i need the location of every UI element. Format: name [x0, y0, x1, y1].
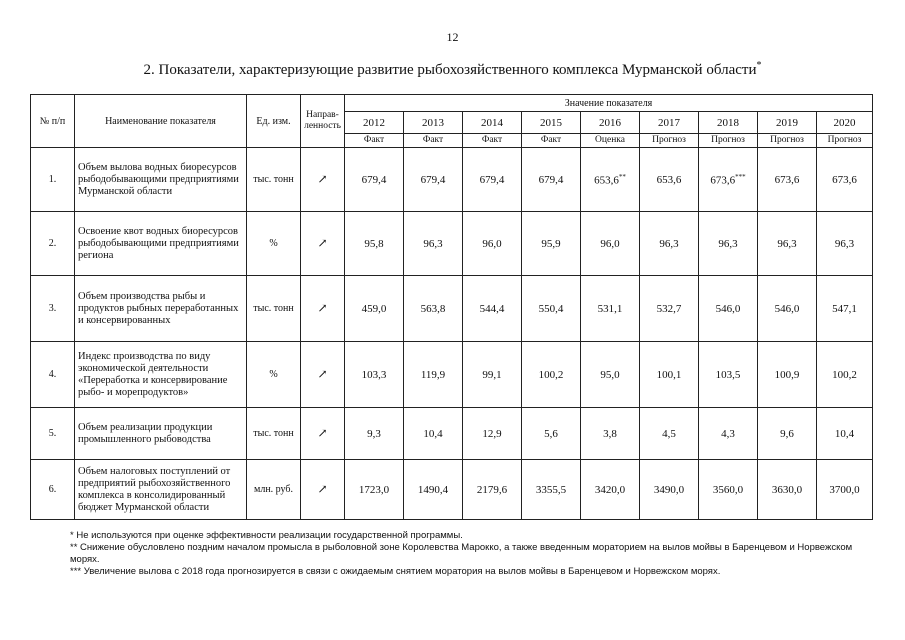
value-text: 100,1: [656, 368, 682, 381]
value-text: 532,7: [656, 302, 682, 315]
table-row: [31, 276, 873, 342]
value-cell: [345, 276, 404, 342]
direction-arrow-icon: ↗: [301, 408, 345, 460]
value-text: 10,4: [834, 427, 855, 440]
year-header: 2019: [758, 112, 817, 134]
value-cell: [522, 342, 581, 408]
value-text: 4,3: [721, 427, 735, 440]
value-cell: [463, 148, 522, 212]
unit-cell: тыс. тонн: [247, 148, 301, 212]
value-cell: [699, 276, 758, 342]
value-text: 95,9: [541, 237, 561, 250]
value-cell: [345, 342, 404, 408]
year-header: 2017: [640, 112, 699, 134]
value-cell: [758, 148, 817, 212]
value-text: 3630,0: [771, 483, 803, 496]
value-cell: [463, 276, 522, 342]
unit-cell: %: [247, 212, 301, 276]
row-number: 6.: [31, 460, 75, 520]
table-row: [31, 460, 873, 520]
table-row: [31, 148, 873, 212]
value-text: 100,2: [538, 368, 564, 381]
value-cell: [758, 276, 817, 342]
value-cell: [345, 212, 404, 276]
value-cell: [581, 276, 640, 342]
value-cell: [404, 460, 463, 520]
value-text: 673,6: [710, 174, 736, 187]
value-cell: [817, 276, 873, 342]
status-header: Факт: [404, 134, 463, 148]
indicator-name: Объем реализации продукции промышленного рыбоводства: [75, 408, 247, 460]
value-cell: [522, 276, 581, 342]
value-text: 100,2: [832, 368, 857, 381]
value-text: 100,9: [774, 368, 800, 381]
value-text: 547,1: [832, 302, 857, 315]
footnotes: [70, 530, 870, 578]
year-header: 2018: [699, 112, 758, 134]
value-cell: [463, 460, 522, 520]
table-row: [31, 342, 873, 408]
value-text: 95,0: [600, 368, 620, 381]
value-cell: [640, 408, 699, 460]
value-cell: [581, 212, 640, 276]
value-cell: [463, 212, 522, 276]
value-cell: [817, 212, 873, 276]
value-cell: [463, 342, 522, 408]
footnote-mark: ***: [735, 172, 746, 181]
value-cell: [404, 212, 463, 276]
header-direction: Направ-ленность: [301, 95, 345, 148]
row-number: 4.: [31, 342, 75, 408]
value-cell: [404, 342, 463, 408]
value-text: 4,5: [662, 427, 676, 440]
title-footnote-mark: *: [756, 60, 762, 71]
value-text: 3560,0: [712, 483, 744, 496]
value-text: 673,6: [774, 173, 800, 186]
year-header: 2015: [522, 112, 581, 134]
value-text: 3490,0: [653, 483, 685, 496]
value-cell: [699, 148, 758, 212]
indicator-name: Объем налоговых поступлений от предприятий рыбохозяйственного комплекса в консолидированный бюджет Мурманской области: [75, 460, 247, 520]
header-num: № п/п: [31, 95, 75, 148]
value-text: 459,0: [361, 302, 387, 315]
footnote-2: ** Снижение обусловлено поздним началом промысла в рыболовной зоне Королевства Марокко, а также введенным мораторием на вылов мойвы в Баренцевом и Норвежском морях.: [70, 542, 853, 565]
header-values-group: Значение показателя: [345, 95, 873, 112]
status-header: Факт: [345, 134, 404, 148]
value-cell: [404, 276, 463, 342]
status-header: Факт: [522, 134, 581, 148]
value-text: 544,4: [479, 302, 505, 315]
value-text: 546,0: [774, 302, 800, 315]
value-text: 96,0: [600, 237, 620, 250]
value-cell: [758, 460, 817, 520]
value-text: 103,5: [715, 368, 741, 381]
direction-arrow-icon: ↗: [301, 460, 345, 520]
value-text: 9,3: [367, 427, 381, 440]
direction-arrow-icon: ↗: [301, 342, 345, 408]
footnote-3: *** Увеличение вылова с 2018 года прогнозируется в связи с ожидаемым снятием моратория на вылов мойвы в Баренцевом и Норвежском морях.: [70, 566, 721, 577]
unit-cell: тыс. тонн: [247, 408, 301, 460]
header-name: Наименование показателя: [75, 95, 247, 148]
value-cell: [522, 212, 581, 276]
value-cell: [699, 460, 758, 520]
value-text: 9,6: [780, 427, 794, 440]
footnote-1: * Не используются при оценке эффективности реализации государственной программы.: [70, 530, 463, 541]
value-cell: [581, 148, 640, 212]
value-cell: [345, 408, 404, 460]
year-header: 2020: [817, 112, 873, 134]
value-text: 679,4: [361, 173, 387, 186]
value-cell: [817, 148, 873, 212]
status-header: Прогноз: [699, 134, 758, 148]
value-cell: [817, 460, 873, 520]
value-text: 5,6: [544, 427, 558, 440]
value-text: 2179,6: [476, 483, 508, 496]
value-text: 96,3: [718, 237, 738, 250]
year-header: 2016: [581, 112, 640, 134]
row-number: 2.: [31, 212, 75, 276]
row-number: 5.: [31, 408, 75, 460]
value-text: 679,4: [420, 173, 446, 186]
value-text: 3,8: [603, 427, 617, 440]
direction-arrow-icon: ↗: [301, 148, 345, 212]
table-row: [31, 212, 873, 276]
year-header: 2013: [404, 112, 463, 134]
header-unit: Ед. изм.: [247, 95, 301, 148]
value-text: 99,1: [482, 368, 502, 381]
value-cell: [345, 460, 404, 520]
page-number: 12: [446, 30, 459, 44]
row-number: 1.: [31, 148, 75, 212]
value-text: 3420,0: [594, 483, 626, 496]
value-text: 103,3: [361, 368, 387, 381]
value-text: 653,6: [656, 173, 682, 186]
value-text: 550,4: [538, 302, 564, 315]
value-cell: [640, 460, 699, 520]
indicator-name: Объем производства рыбы и продуктов рыбных переработанных и консервированных: [75, 276, 247, 342]
value-cell: [699, 342, 758, 408]
value-cell: [522, 148, 581, 212]
year-header: 2014: [463, 112, 522, 134]
row-number: 3.: [31, 276, 75, 342]
value-cell: [404, 408, 463, 460]
value-cell: [581, 460, 640, 520]
indicator-name: Объем вылова водных биоресурсов рыбодобывающими предприятиями Мурманской области: [75, 148, 247, 212]
value-cell: [758, 212, 817, 276]
value-cell: [640, 212, 699, 276]
value-text: 546,0: [715, 302, 741, 315]
direction-arrow-icon: ↗: [301, 276, 345, 342]
year-header: 2012: [345, 112, 404, 134]
value-cell: [640, 342, 699, 408]
value-text: 563,8: [420, 302, 446, 315]
value-text: 3355,5: [535, 483, 567, 496]
status-header: Прогноз: [758, 134, 817, 148]
value-text: 96,3: [777, 237, 797, 250]
value-text: 679,4: [479, 173, 505, 186]
value-text: 653,6: [594, 174, 619, 187]
value-cell: [463, 408, 522, 460]
indicators-table: [30, 94, 873, 520]
unit-cell: %: [247, 342, 301, 408]
value-cell: [581, 342, 640, 408]
direction-arrow-icon: ↗: [301, 212, 345, 276]
status-header: Прогноз: [817, 134, 873, 148]
value-text: 679,4: [538, 173, 564, 186]
page-title: [0, 60, 905, 79]
value-text: 95,8: [364, 237, 384, 250]
value-cell: [640, 148, 699, 212]
value-cell: [404, 148, 463, 212]
unit-cell: тыс. тонн: [247, 276, 301, 342]
value-text: 10,4: [423, 427, 443, 440]
value-cell: [640, 276, 699, 342]
value-text: 96,3: [423, 237, 443, 250]
value-text: 12,9: [482, 427, 502, 440]
value-text: 1490,4: [417, 483, 449, 496]
value-cell: [817, 408, 873, 460]
status-header: Факт: [463, 134, 522, 148]
indicator-name: Освоение квот водных биоресурсов рыбодобывающими предприятиями региона: [75, 212, 247, 276]
status-header: Оценка: [581, 134, 640, 148]
indicator-name: Индекс производства по виду экономической деятельности «Переработка и консервирование рыбо- и морепродуктов»: [75, 342, 247, 408]
value-text: 673,6: [832, 173, 857, 186]
value-cell: [522, 460, 581, 520]
unit-cell: млн. руб.: [247, 460, 301, 520]
footnote-mark: **: [618, 172, 626, 181]
status-header: Прогноз: [640, 134, 699, 148]
value-cell: [817, 342, 873, 408]
value-text: 1723,0: [358, 483, 390, 496]
value-cell: [581, 408, 640, 460]
value-text: 96,0: [482, 237, 502, 250]
value-cell: [345, 148, 404, 212]
value-cell: [758, 342, 817, 408]
value-cell: [522, 408, 581, 460]
title-text: 2. Показатели, характеризующие развитие рыбохозяйственного комплекса Мурманской области: [143, 62, 757, 78]
value-cell: [699, 408, 758, 460]
table-row: [31, 408, 873, 460]
value-text: 96,3: [659, 237, 679, 250]
value-cell: [699, 212, 758, 276]
value-text: 96,3: [834, 237, 855, 250]
value-text: 3700,0: [829, 483, 860, 496]
value-cell: [758, 408, 817, 460]
value-text: 531,1: [597, 302, 623, 315]
value-text: 119,9: [420, 368, 446, 381]
